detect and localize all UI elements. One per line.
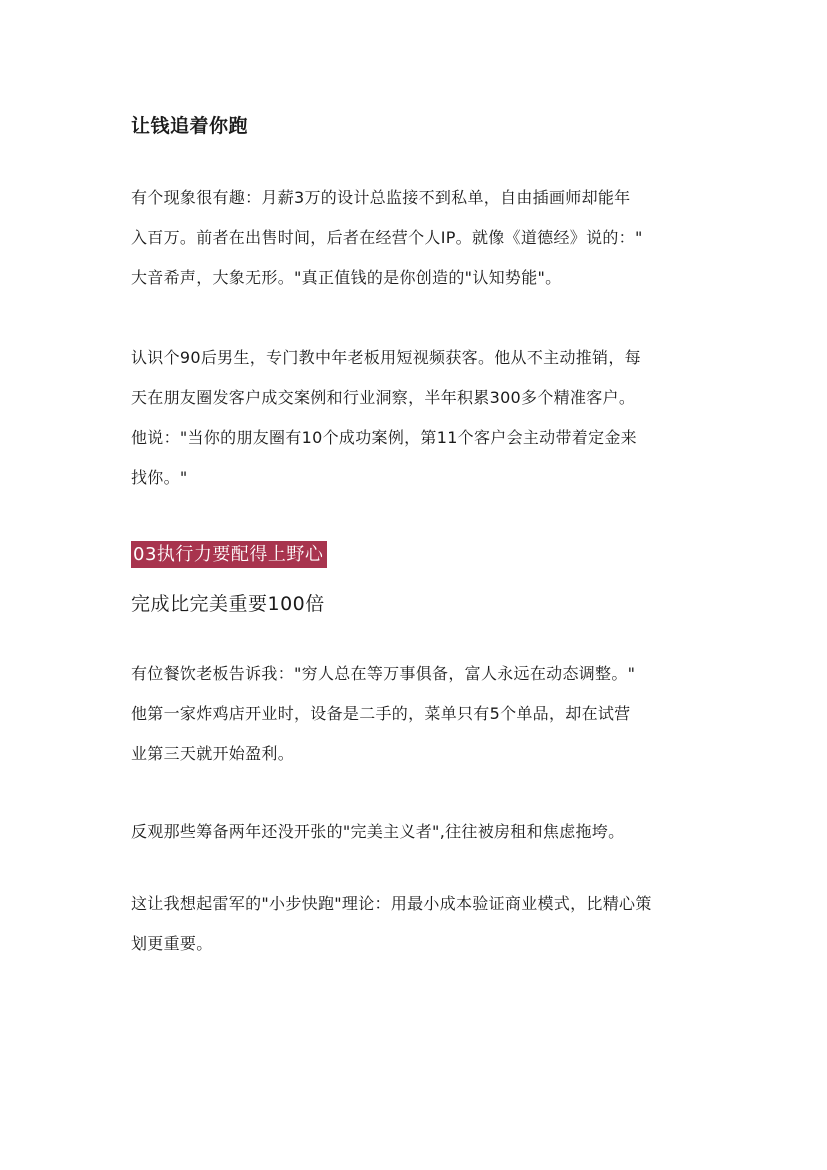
paragraph-line: 天在朋友圈发客户成交案例和行业洞察，半年积累300多个精准客户。 <box>131 388 636 407</box>
paragraph-line: 这让我想起雷军的"小步快跑"理论：用最小成本验证商业模式，比精心策 <box>131 894 652 913</box>
paragraph-restaurant-owner <box>131 654 701 774</box>
paragraph-small-steps <box>131 884 701 964</box>
paragraph-line: 入百万。前者在出售时间，后者在经营个人IP。就像《道德经》说的：" <box>131 228 643 247</box>
paragraph-perfectionists <box>131 812 701 852</box>
paragraph-line: 业第三天就开始盈利。 <box>131 744 295 763</box>
section-badge: 03执行力要配得上野心 <box>131 541 327 568</box>
paragraph-line: 认识个90后男生，专门教中年老板用短视频获客。他从不主动推销，每 <box>131 348 641 367</box>
paragraph-line: 划更重要。 <box>131 934 213 953</box>
paragraph-line: 反观那些筹备两年还没开张的"完美主义者",往往被房租和焦虑拖垮。 <box>131 822 625 841</box>
paragraph-line: 他第一家炸鸡店开业时，设备是二手的，菜单只有5个单品，却在试营 <box>131 704 631 723</box>
paragraph-short-video-example <box>131 338 701 498</box>
section-subtitle: 完成比完美重要100倍 <box>131 593 325 615</box>
paragraph-line: 有个现象很有趣：月薪3万的设计总监接不到私单，自由插画师却能年 <box>131 188 631 207</box>
paragraph-line: 大音希声，大象无形。"真正值钱的是你创造的"认知势能"。 <box>131 268 562 287</box>
paragraph-line: 他说："当你的朋友圈有10个成功案例，第11个客户会主动带着定金来 <box>131 428 637 447</box>
paragraph-line: 找你。" <box>131 468 188 487</box>
section-title: 让钱追着你跑 <box>131 115 249 137</box>
paragraph-line: 有位餐饮老板告诉我："穷人总在等万事俱备，富人永远在动态调整。" <box>131 664 636 683</box>
paragraph-ip-value <box>131 178 701 298</box>
